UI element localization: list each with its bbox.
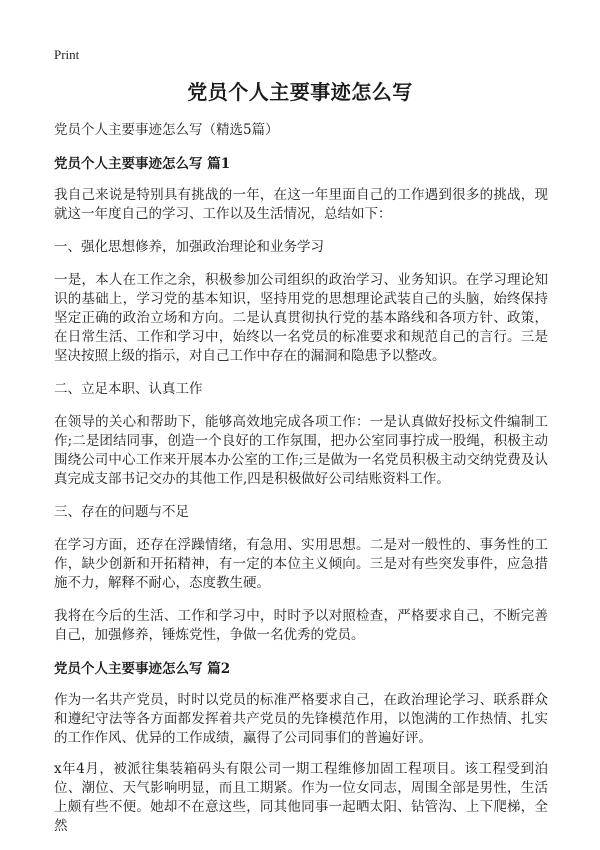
section-heading-1: 党员个人主要事迹怎么写 篇1 (54, 156, 231, 172)
section1-point1-title: 一、强化思想修养，加强政治理论和业务学习 (54, 239, 324, 255)
page-title: 党员个人主要事迹怎么写 (187, 80, 413, 104)
document-body (54, 120, 548, 850)
section-heading-2: 党员个人主要事迹怎么写 篇2 (54, 661, 231, 677)
section2-para2: x年4月，被派往集装箱码头有限公司一期工程维修加固工程项目。该工程受到泊位、潮位、天气影响明显，而且工期紧。作为一位女同志，周围全部是男性，生活上颇有些不便。她却不在意这些，同其他同事一起晒太阳、钻管沟、上下爬梯，全然 (54, 761, 548, 834)
document-subtitle: 党员个人主要事迹怎么写（精选5篇） (54, 122, 279, 138)
section1-intro: 我自己来说是特别具有挑战的一年，在这一年里面自己的工作遇到很多的挑战，现就这一年度自己的学习、工作以及生活情况，总结如下： (54, 187, 548, 222)
section1-point3-text: 在学习方面，还存在浮躁情绪，有急用、实用思想。二是对一般性的、事务性的工作，缺少创新和开拓精神，有一定的本位主义倾向。三是对有些突发事件，应急措施不力，解释不耐心，态度教生硬。 (54, 537, 548, 591)
section2-para1: 作为一名共产党员，时时以党员的标准严格要求自己，在政治理论学习、联系群众和遵纪守法等各方面都发挥着共产党员的先锋模范作用，以饱满的工作热情、扎实的工作作风、优异的工作成绩，赢得了公司同事们的普遍好评。 (54, 692, 548, 746)
section1-point2-title: 二、立足本职、认真工作 (54, 381, 203, 397)
print-link[interactable]: Print (54, 47, 80, 62)
section1-closing: 我将在今后的生活、工作和学习中，时时予以对照检查，严格要求自己，不断完善自己，加强修养，锤炼党性，争做一名优秀的党员。 (54, 608, 548, 643)
section1-point3-title: 三、存在的问题与不足 (54, 504, 189, 520)
section1-point1-text: 一是，本人在工作之余，积极参加公司组织的政治学习、业务知识。在学习理论知识的基础上，学习党的基本知识，坚持用党的思想理论武装自己的头脑，始终保持坚定正确的政治立场和方向。二是认真贯彻执行党的基本路线和各项方针、政策，在日常生活、工作和学习中，始终以一名党员的标准要求和规范自己的言行。三是坚决按照上级的指示，对自己工作中存在的漏洞和隐患予以整改。 (54, 272, 548, 364)
section1-point2-text: 在领导的关心和帮助下，能够高效地完成各项工作：一是认真做好投标文件编制工作;二是团结同事，创造一个良好的工作氛围，把办公室同事拧成一股绳，积极主动围绕公司中心工作来开展本办公室的工作;三是做为一名党员积极主动交纳党费及认真完成支部书记交办的其他工作,四是积极做好公司结账资料工作。 (54, 414, 548, 487)
